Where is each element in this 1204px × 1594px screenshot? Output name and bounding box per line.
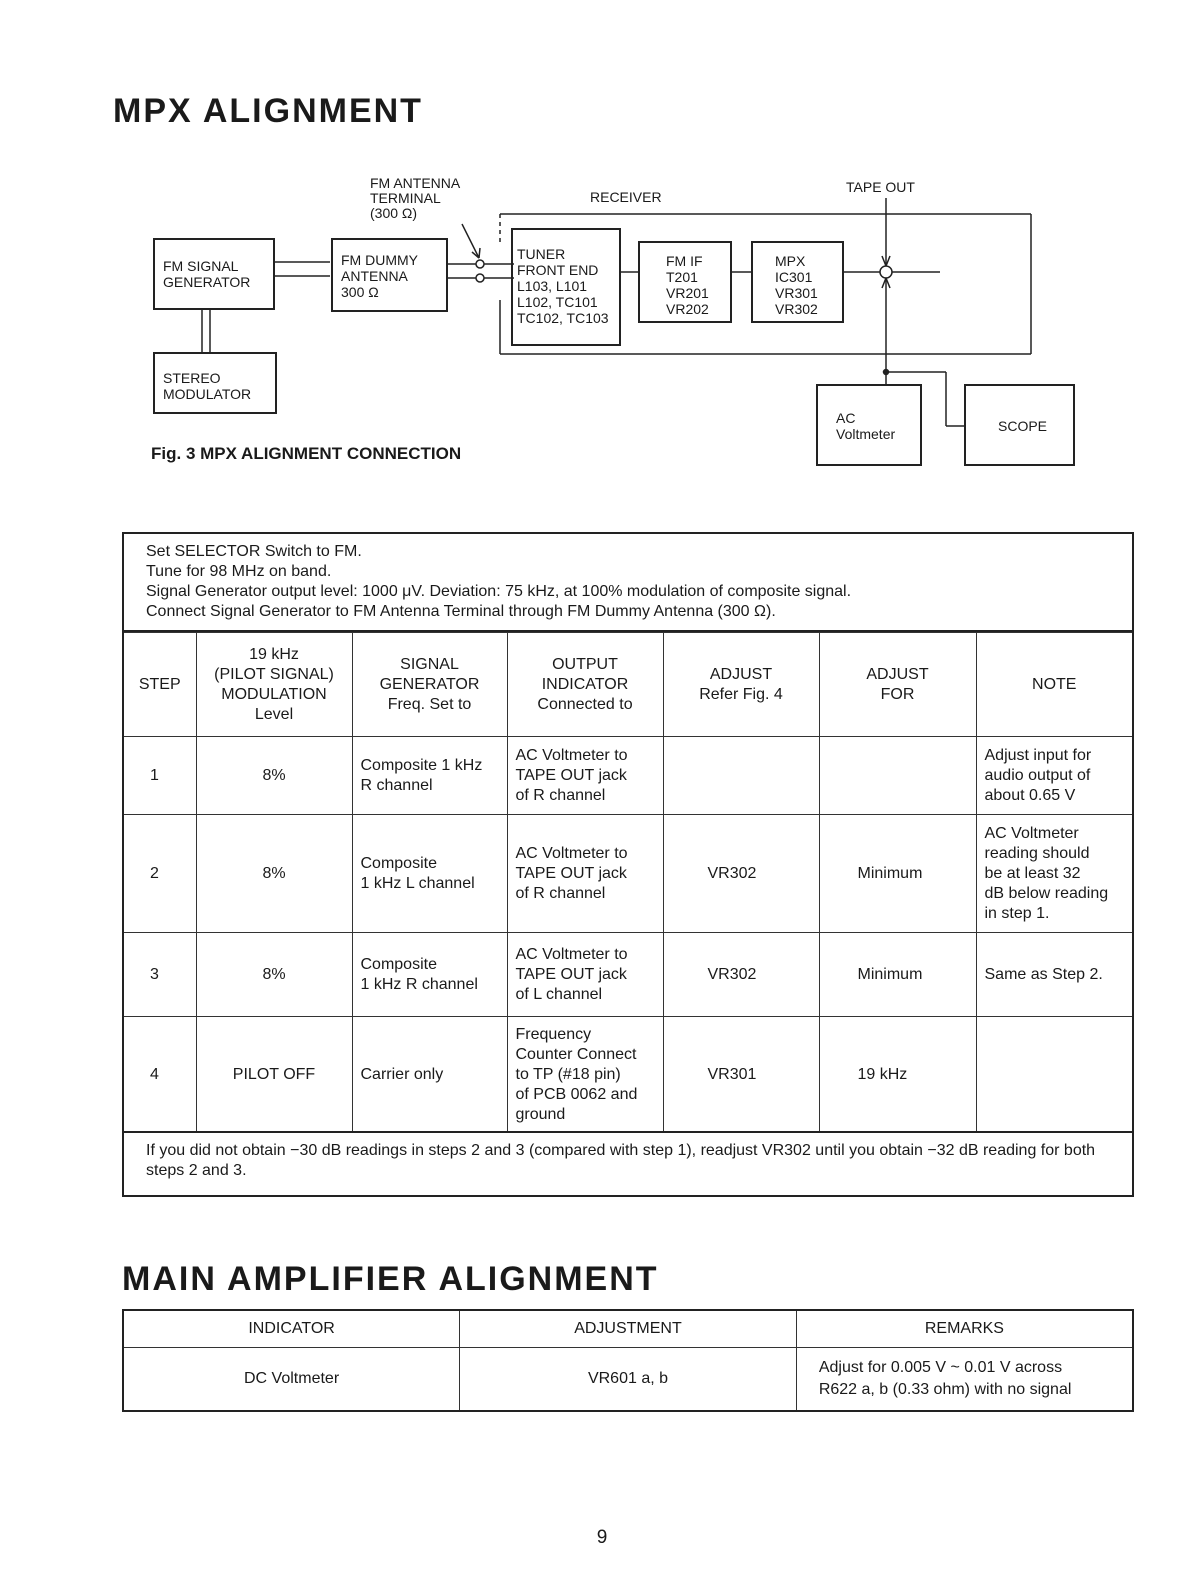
note-cell: Same as Step 2. [976,933,1132,1017]
step-cell: 1 [124,737,196,815]
adjust-for-cell [819,737,976,815]
signal-generator-cell: Composite 1 kHz L channel [352,815,507,933]
output-indicator-cell: Frequency Counter Connect to TP (#18 pin) of PCB 0062 and ground [507,1017,663,1133]
tape-out-label: TAPE OUT [846,179,915,195]
adjust-cell [663,737,819,815]
table-row [124,1017,1132,1133]
receiver-label: RECEIVER [590,189,662,205]
footer-note: If you did not obtain −30 dB readings in steps 2 and 3 (compared with step 1), readjust VR302 until you obtain −32 dB reading for both steps 2 and 3. [124,1131,1132,1195]
adjust-for-cell: 19 kHz [819,1017,976,1133]
fm-if-box: FM IF T201 VR201 VR202 [638,241,732,323]
col-header-adjustment: ADJUSTMENT [460,1310,797,1348]
main-amplifier-title: MAIN AMPLIFIER ALIGNMENT [122,1260,659,1298]
steps-table [124,632,1132,1133]
mpx-alignment-table [122,532,1134,1197]
instruction-line: Tune for 98 MHz on band. [146,563,332,580]
adjust-cell: VR301 [663,1017,819,1133]
remarks-cell: Adjust for 0.005 V ~ 0.01 V across R622 a, b (0.33 ohm) with no signal [796,1348,1133,1412]
adjustment-cell: VR601 a, b [460,1348,797,1412]
col-header-adjust: ADJUST Refer Fig. 4 [663,633,819,737]
signal-generator-cell: Composite 1 kHz R channel [352,737,507,815]
table-row [124,933,1132,1017]
instruction-line: Set SELECTOR Switch to FM. [146,543,362,560]
scope-box: SCOPE [964,384,1075,466]
setup-instructions [124,534,1132,632]
mpx-box: MPX IC301 VR301 VR302 [751,241,844,323]
col-header-adjust-for: ADJUST FOR [819,633,976,737]
note-cell [976,1017,1132,1133]
header-row [124,633,1132,737]
step-cell: 2 [124,815,196,933]
adjust-for-cell: Minimum [819,933,976,1017]
instruction-line: Signal Generator output level: 1000 μV. Deviation: 75 kHz, at 100% modulation of composite signal. [146,583,852,600]
col-header-output-indicator: OUTPUT INDICATOR Connected to [507,633,663,737]
header-row [123,1310,1133,1348]
main-amplifier-table [122,1309,1134,1412]
figure-caption: Fig. 3 MPX ALIGNMENT CONNECTION [151,444,462,463]
signal-generator-cell: Carrier only [352,1017,507,1133]
col-header-pilot: 19 kHz (PILOT SIGNAL) MODULATION Level [196,633,352,737]
col-header-step: STEP [124,633,196,737]
col-header-remarks: REMARKS [796,1310,1133,1348]
ac-voltmeter-box: AC Voltmeter [816,384,922,466]
note-cell: AC Voltmeter reading should be at least 32 dB below reading in step 1. [976,815,1132,933]
pilot-level-cell: 8% [196,737,352,815]
col-header-signal-generator: SIGNAL GENERATOR Freq. Set to [352,633,507,737]
pilot-level-cell: 8% [196,933,352,1017]
fm-signal-generator-box: FM SIGNAL GENERATOR [153,238,275,310]
output-indicator-cell: AC Voltmeter to TAPE OUT jack of R channel [507,815,663,933]
adjust-cell: VR302 [663,815,819,933]
stereo-modulator-box: STEREO MODULATOR [153,352,277,414]
col-header-note: NOTE [976,633,1132,737]
signal-generator-cell: Composite 1 kHz R channel [352,933,507,1017]
step-cell: 4 [124,1017,196,1133]
table-row [123,1348,1133,1412]
mpx-alignment-title: MPX ALIGNMENT [113,92,423,130]
antenna-terminal-label: FM ANTENNA TERMINAL (300 Ω) [370,175,461,221]
adjust-cell: VR302 [663,933,819,1017]
table-row [124,737,1132,815]
adjust-for-cell: Minimum [819,815,976,933]
note-cell: Adjust input for audio output of about 0.65 V [976,737,1132,815]
instruction-line: Connect Signal Generator to FM Antenna Terminal through FM Dummy Antenna (300 Ω). [146,603,776,620]
pilot-level-cell: PILOT OFF [196,1017,352,1133]
col-header-indicator: INDICATOR [123,1310,460,1348]
fm-dummy-antenna-box: FM DUMMY ANTENNA 300 Ω [331,238,448,312]
output-indicator-cell: AC Voltmeter to TAPE OUT jack of L channel [507,933,663,1017]
step-cell: 3 [124,933,196,1017]
tuner-front-end-box: TUNER FRONT END L103, L101 L102, TC101 TC102, TC103 [511,228,621,346]
output-indicator-cell: AC Voltmeter to TAPE OUT jack of R channel [507,737,663,815]
page-number: 9 [596,1527,608,1548]
pilot-level-cell: 8% [196,815,352,933]
table-row [124,815,1132,933]
indicator-cell: DC Voltmeter [123,1348,460,1412]
